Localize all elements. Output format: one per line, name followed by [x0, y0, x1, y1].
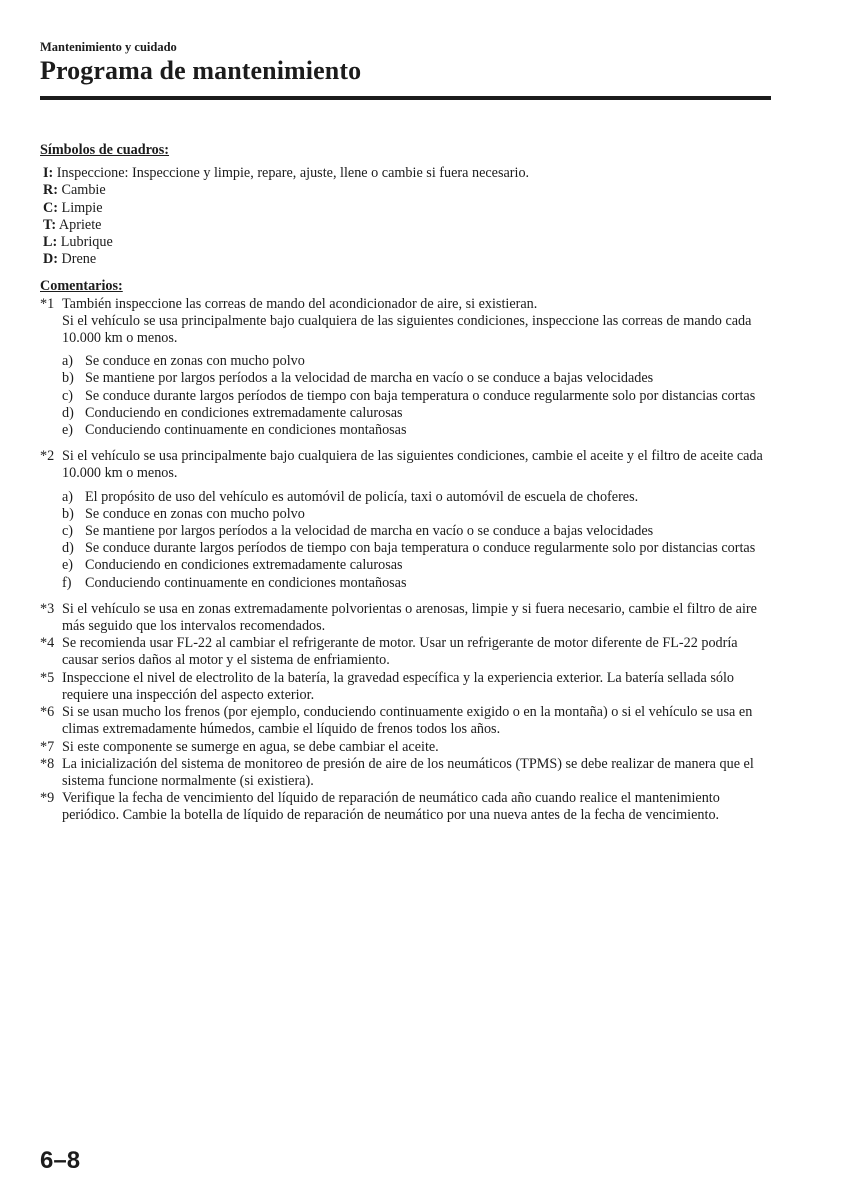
symbol-item — [43, 165, 775, 182]
note-body — [62, 601, 775, 635]
note-text: Si este componente se sumerge en agua, se debe cambiar el aceite. — [62, 738, 439, 755]
item-text: Se mantiene por largos períodos a la velocidad de marcha en vacío o se conduce a bajas velocidades — [85, 370, 654, 387]
item-letter: d) — [62, 404, 74, 421]
symbol-code: R: — [43, 182, 58, 199]
item-letter: b) — [62, 505, 74, 522]
note-marker: *6 — [40, 704, 55, 721]
symbol-code: I: — [43, 165, 54, 182]
item-letter: f) — [62, 574, 72, 591]
comment-note-1 — [40, 296, 775, 449]
note-marker: *5 — [40, 669, 55, 686]
note-text: Si el vehículo se usa en zonas extremadamente polvorientas o arenosas, limpie y si fuera necesario, cambie el filtro de aire más seguido que los intervalos recomendados. — [62, 600, 757, 635]
comment-note-5 — [40, 670, 775, 704]
note-text: Si se usan mucho los frenos (por ejemplo, conduciendo continuamente exigido o en la montaña) o si el vehículo se usa en climas extremadamente húmedos, cambie el líquido de frenos todos los años. — [62, 704, 753, 738]
note-text: Verifique la fecha de vencimiento del líquido de reparación de neumático cada año cuando realice el mantenimiento periódico. Cambie la botella de líquido de reparación de neumático por una nueva antes de la fecha de vencimiento. — [62, 790, 720, 824]
page-content — [40, 142, 775, 825]
list-item — [62, 370, 775, 387]
section-header: Mantenimiento y cuidado — [40, 40, 177, 54]
symbol-text: Cambie — [57, 182, 106, 199]
list-item — [62, 353, 775, 370]
symbol-text: Inspeccione: Inspeccione y limpie, repare, ajuste, llene o cambie si fuera necesario. — [53, 165, 530, 182]
note-marker: *9 — [40, 790, 55, 807]
note-body — [62, 790, 775, 824]
list-item — [62, 540, 775, 557]
item-text: Se conduce durante largos períodos de tiempo con baja temperatura o conduce regularmente solo por distancias cortas — [85, 387, 756, 404]
symbol-text: Apriete — [56, 216, 102, 233]
note-body — [62, 756, 775, 790]
item-letter: e) — [62, 557, 74, 574]
item-letter: a) — [62, 488, 74, 505]
symbol-code: T: — [43, 216, 57, 233]
item-text: Conduciendo en condiciones extremadamente calurosas — [85, 557, 403, 574]
symbols-heading: Símbolos de cuadros: — [40, 142, 170, 158]
comment-note-8 — [40, 756, 775, 790]
note-body — [62, 296, 775, 449]
item-letter: d) — [62, 540, 74, 557]
note-text: Inspeccione el nivel de electrolito de la batería, la gravedad específica y la experiencia exterior. La batería sellada sólo requiere una inspección del aspecto exterior. — [62, 669, 734, 703]
comments-heading: Comentarios: — [40, 278, 123, 295]
page-title: Programa de mantenimiento — [40, 56, 362, 85]
item-text: El propósito de uso del vehículo es automóvil de policía, taxi o automóvil de escuela de choferes. — [85, 488, 639, 505]
list-item — [62, 405, 775, 422]
list-item — [62, 557, 775, 574]
note-body — [62, 635, 775, 669]
note-marker: *2 — [40, 448, 55, 465]
list-item — [62, 422, 775, 439]
symbol-code: L: — [43, 234, 58, 251]
note-text: Si el vehículo se usa principalmente bajo cualquiera de las siguientes condiciones, inspeccione las correas de mando cada 10.000 km o menos. — [62, 312, 752, 347]
note-marker: *1 — [40, 295, 55, 312]
item-text: Conduciendo continuamente en condiciones montañosas — [85, 422, 407, 439]
item-text: Se mantiene por largos períodos a la velocidad de marcha en vacío o se conduce a bajas velocidades — [85, 523, 654, 540]
symbol-item — [43, 234, 775, 251]
condition-list — [62, 489, 775, 592]
item-text: Se conduce en zonas con mucho polvo — [85, 505, 305, 522]
item-letter: c) — [62, 387, 74, 404]
list-item — [62, 506, 775, 523]
note-body — [62, 739, 775, 756]
symbols-list — [43, 165, 775, 268]
note-marker: *8 — [40, 755, 55, 772]
comment-note-7 — [40, 739, 775, 756]
note-marker: *3 — [40, 600, 55, 617]
note-body — [62, 704, 775, 738]
comment-note-9 — [40, 790, 775, 824]
symbol-code: C: — [43, 199, 58, 216]
note-body — [62, 670, 775, 704]
symbol-text: Drene — [57, 251, 97, 268]
symbol-text: Limpie — [57, 199, 103, 216]
item-letter: a) — [62, 353, 74, 370]
item-text: Se conduce durante largos períodos de tiempo con baja temperatura o conduce regularmente solo por distancias cortas — [85, 540, 756, 557]
page-number: 6–8 — [40, 1147, 81, 1174]
comment-note-3 — [40, 601, 775, 635]
symbol-code: D: — [43, 251, 58, 268]
note-text: Se recomienda usar FL-22 al cambiar el refrigerante de motor. Usar un refrigerante de motor diferente de FL-22 podría causar serios daños al motor y el sistema de enfriamiento. — [62, 635, 738, 669]
item-letter: b) — [62, 370, 74, 387]
list-item — [62, 575, 775, 592]
comment-note-6 — [40, 704, 775, 738]
list-item — [62, 489, 775, 506]
note-text: También inspeccione las correas de mando del acondicionador de aire, si existieran. — [62, 295, 538, 312]
symbol-item — [43, 200, 775, 217]
symbol-item — [43, 182, 775, 199]
note-marker: *7 — [40, 738, 55, 755]
title-divider — [40, 96, 771, 100]
list-item — [62, 388, 775, 405]
item-text: Conduciendo continuamente en condiciones montañosas — [85, 574, 407, 591]
item-text: Se conduce en zonas con mucho polvo — [85, 353, 305, 370]
note-text: La inicialización del sistema de monitoreo de presión de aire de los neumáticos (TPMS) se debe realizar de manera que el sistema funcione normalmente (si existiera). — [62, 755, 754, 789]
note-text: Si el vehículo se usa principalmente bajo cualquiera de las siguientes condiciones, cambie el aceite y el filtro de aceite cada 10.000 km o menos. — [62, 448, 763, 482]
item-letter: e) — [62, 422, 74, 439]
symbol-item — [43, 251, 775, 268]
item-letter: c) — [62, 523, 74, 540]
condition-list — [62, 353, 775, 439]
comment-note-4 — [40, 635, 775, 669]
list-item — [62, 523, 775, 540]
symbol-text: Lubrique — [57, 234, 113, 251]
note-body — [62, 448, 775, 601]
comment-note-2 — [40, 448, 775, 601]
symbol-item — [43, 217, 775, 234]
item-text: Conduciendo en condiciones extremadamente calurosas — [85, 404, 403, 421]
note-marker: *4 — [40, 635, 55, 652]
